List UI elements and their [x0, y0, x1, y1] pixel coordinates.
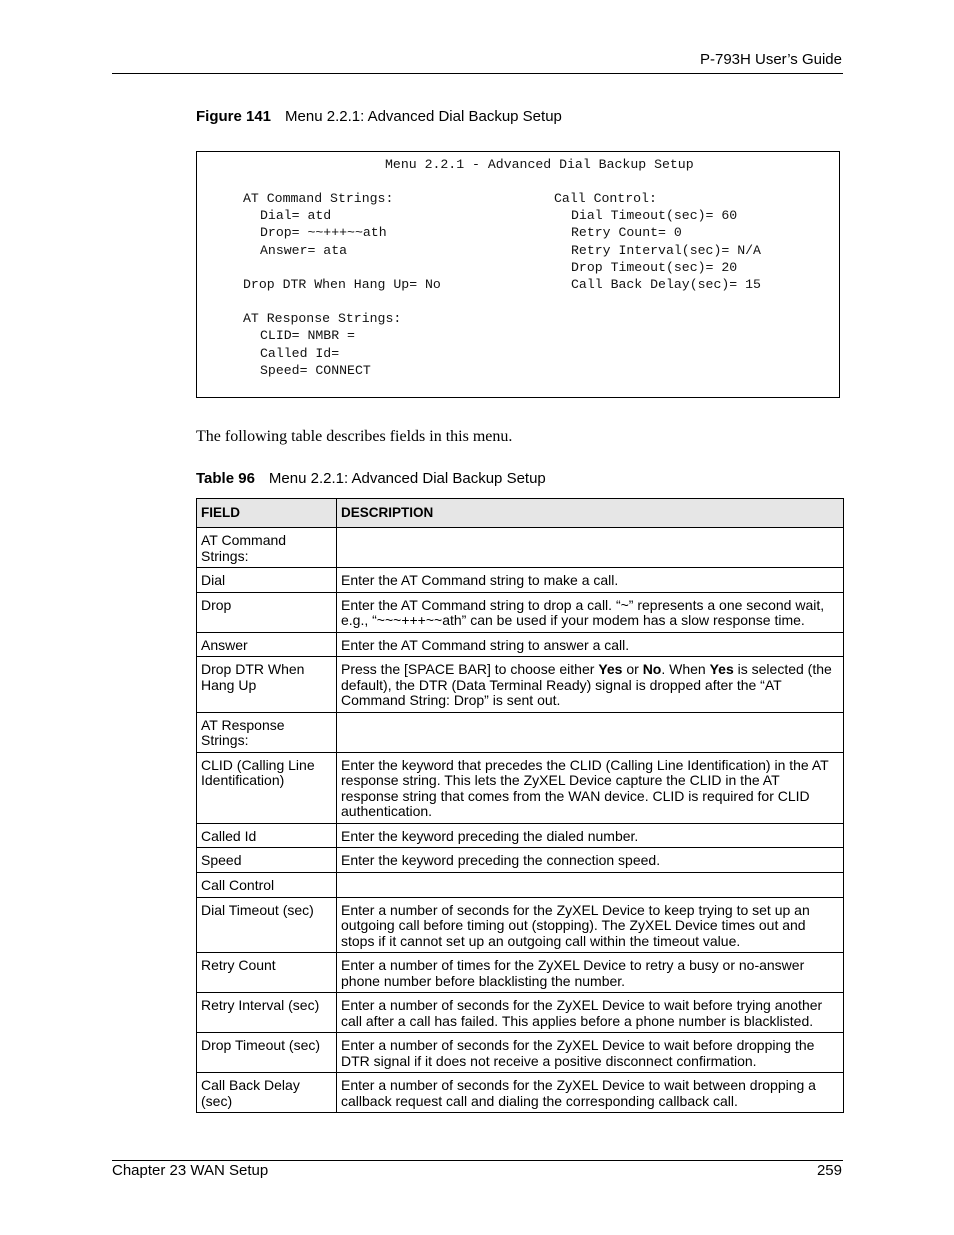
dial-timeout-setting: Dial Timeout(sec)= 60 — [571, 208, 738, 223]
speed-setting: Speed= CONNECT — [260, 363, 371, 378]
field-cell: Dial — [197, 568, 337, 593]
table-row — [197, 848, 844, 873]
field-cell: Answer — [197, 632, 337, 657]
table-title: Menu 2.2.1: Advanced Dial Backup Setup — [268, 470, 546, 487]
description-cell — [337, 872, 844, 897]
description-cell — [337, 528, 844, 568]
terminal-screen — [196, 151, 840, 398]
field-cell: Drop — [197, 592, 337, 632]
running-header-title: P-793H User’s Guide — [699, 51, 842, 68]
field-column-header: FIELD — [197, 499, 337, 528]
table-row — [197, 568, 844, 593]
description-column-header: DESCRIPTION — [337, 499, 844, 528]
called-id-setting: Called Id= — [260, 346, 340, 361]
table-row — [197, 592, 844, 632]
retry-interval-setting: Retry Interval(sec)= N/A — [571, 243, 761, 258]
table-row — [197, 993, 844, 1033]
description-cell: Enter a number of seconds for the ZyXEL Device to wait before trying another call after a call has failed. This applies before a phone number is blacklisted. — [337, 993, 844, 1033]
dial-setting: Dial= atd — [260, 208, 332, 223]
description-cell: Press the [SPACE BAR] to choose either Yes or No. When Yes is selected (the default), the DTR (Data Terminal Ready) signal is dropped after the “AT Command String: Drop” is sent out. — [337, 657, 844, 713]
field-cell: Speed — [197, 848, 337, 873]
description-cell: Enter the AT Command string to answer a call. — [337, 632, 844, 657]
drop-timeout-setting: Drop Timeout(sec)= 20 — [571, 260, 738, 275]
footer-divider — [112, 1160, 843, 1161]
figure-caption — [196, 108, 562, 125]
header-divider — [112, 73, 843, 74]
footer-chapter: Chapter 23 WAN Setup — [112, 1162, 269, 1179]
table-row — [197, 632, 844, 657]
retry-count-setting: Retry Count= 0 — [571, 225, 682, 240]
drop-setting: Drop= ~~+++~~ath — [260, 225, 387, 240]
field-cell: CLID (Calling Line Identification) — [197, 752, 337, 823]
table-row — [197, 1073, 844, 1113]
table-row — [197, 752, 844, 823]
description-cell: Enter the AT Command string to make a call. — [337, 568, 844, 593]
field-cell: Call Back Delay (sec) — [197, 1073, 337, 1113]
field-cell: Drop DTR When Hang Up — [197, 657, 337, 713]
terminal-heading: Menu 2.2.1 - Advanced Dial Backup Setup — [385, 157, 694, 172]
answer-setting: Answer= ata — [260, 243, 348, 258]
figure-title: Menu 2.2.1: Advanced Dial Backup Setup — [285, 108, 562, 125]
description-cell: Enter a number of seconds for the ZyXEL Device to wait between dropping a callback request call and dialing the corresponding callback call. — [337, 1073, 844, 1113]
table-row — [197, 823, 844, 848]
clid-setting: CLID= NMBR = — [260, 328, 355, 343]
table-header-row — [197, 499, 844, 528]
description-cell: Enter a number of seconds for the ZyXEL Device to keep trying to set up an outgoing call before timing out (stopping). The ZyXEL Device times out and stops if it cannot set up an outgoing call within the timeout value. — [337, 897, 844, 953]
table-row — [197, 953, 844, 993]
at-response-strings-header: AT Response Strings: — [243, 311, 402, 326]
description-cell: Enter the keyword that precedes the CLID (Calling Line Identification) in the AT response string. This lets the ZyXEL Device capture the CLID in the AT response string that comes from the WAN device. CLID is required for CLID authentication. — [337, 752, 844, 823]
footer-page-number: 259 — [816, 1162, 842, 1179]
description-cell: Enter the AT Command string to drop a call. “~” represents a one second wait, e.g., “~~~+++~~ath” can be used if your modem has a slow response time. — [337, 592, 844, 632]
intro-paragraph: The following table describes fields in this menu. — [196, 428, 513, 445]
field-cell: Called Id — [197, 823, 337, 848]
field-cell: AT Command Strings: — [197, 528, 337, 568]
description-cell: Enter the keyword preceding the connection speed. — [337, 848, 844, 873]
description-cell: Enter the keyword preceding the dialed number. — [337, 823, 844, 848]
table-row — [197, 1033, 844, 1073]
at-command-strings-header: AT Command Strings: — [243, 191, 394, 206]
drop-dtr-setting: Drop DTR When Hang Up= No — [243, 277, 441, 292]
description-cell — [337, 712, 844, 752]
table-row — [197, 528, 844, 568]
call-back-delay-setting: Call Back Delay(sec)= 15 — [571, 277, 761, 292]
table-row — [197, 872, 844, 897]
description-cell: Enter a number of seconds for the ZyXEL Device to wait before dropping the DTR signal if it does not receive a positive disconnect confirmation. — [337, 1033, 844, 1073]
table-label: Table 96 — [196, 470, 255, 487]
table-row — [197, 712, 844, 752]
field-cell: Retry Interval (sec) — [197, 993, 337, 1033]
call-control-header: Call Control: — [554, 191, 657, 206]
field-cell: Dial Timeout (sec) — [197, 897, 337, 953]
field-cell: AT Response Strings: — [197, 712, 337, 752]
description-cell: Enter a number of times for the ZyXEL Device to retry a busy or no-answer phone number before blacklisting the number. — [337, 953, 844, 993]
figure-label: Figure 141 — [196, 108, 272, 125]
table-row — [197, 657, 844, 713]
table-caption — [196, 470, 546, 487]
field-cell: Drop Timeout (sec) — [197, 1033, 337, 1073]
field-description-table — [196, 498, 844, 1113]
field-cell: Retry Count — [197, 953, 337, 993]
field-cell: Call Control — [197, 872, 337, 897]
table-row — [197, 897, 844, 953]
